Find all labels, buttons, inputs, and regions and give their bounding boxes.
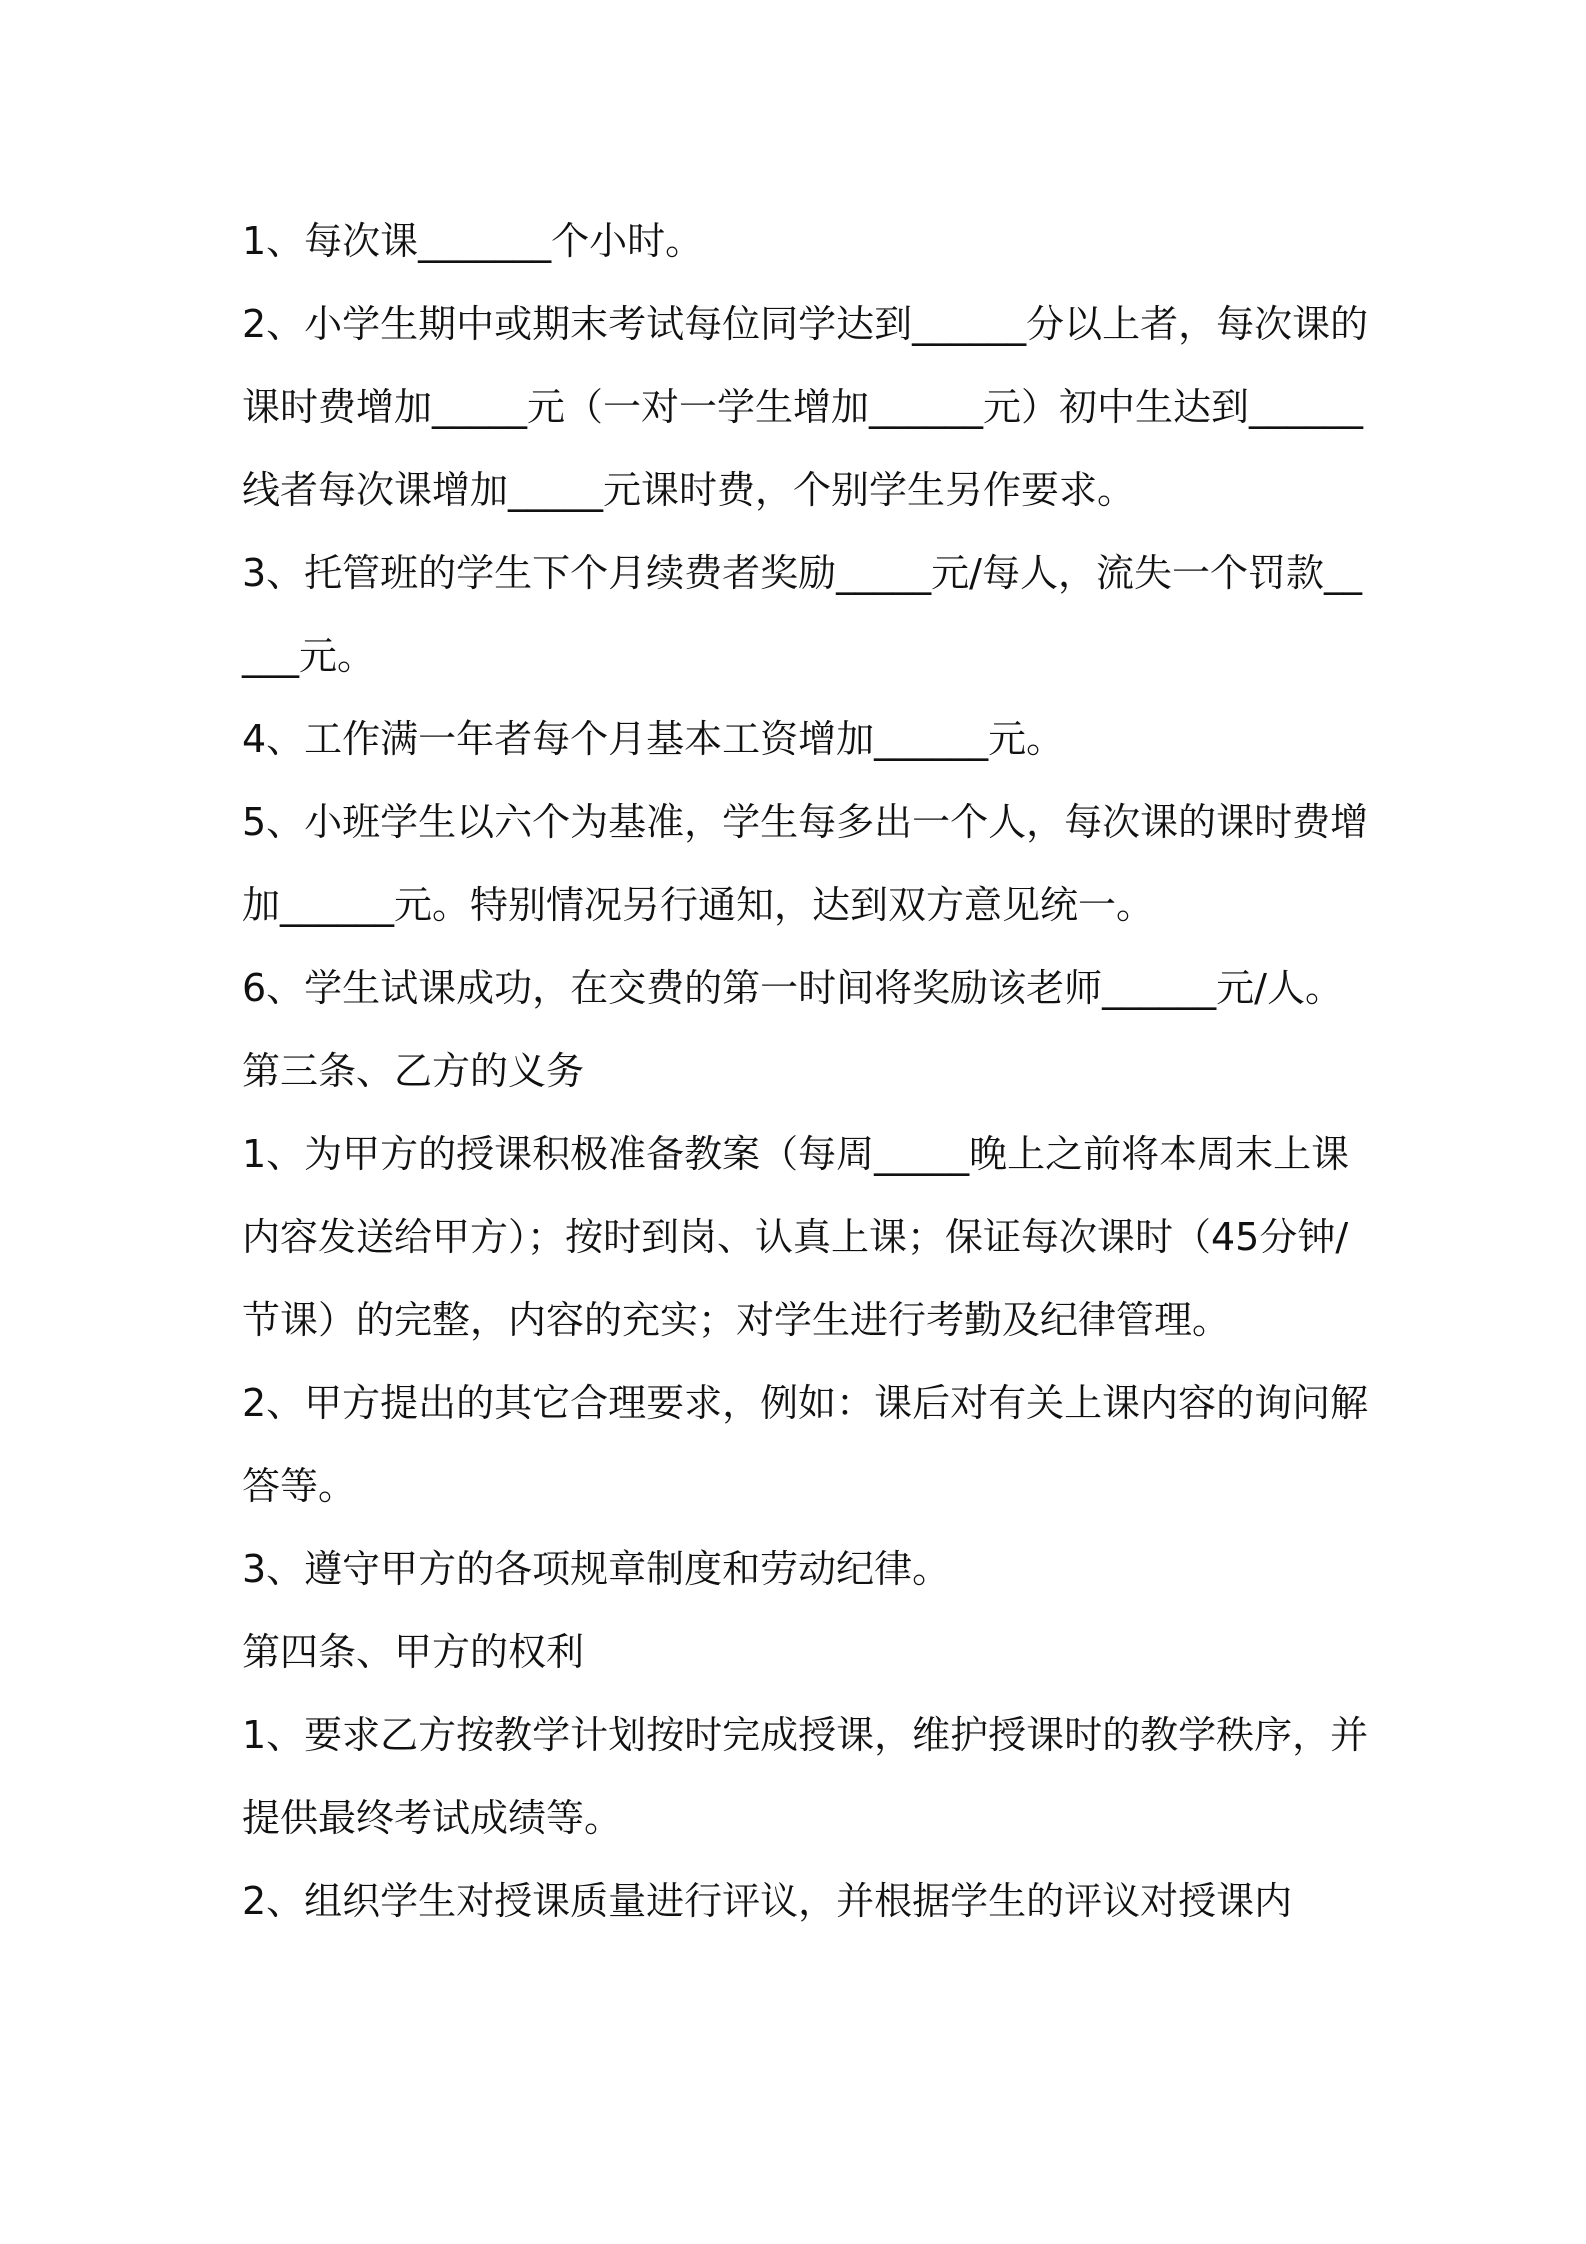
section-heading-article-4: 第四条、甲方的权利 xyxy=(242,1630,585,1674)
paragraph-clause-1: 1、每次课_______个小时。 xyxy=(242,219,704,263)
document-body xyxy=(242,200,1372,1943)
paragraph-duty-1: 1、为甲方的授课积极准备教案（每周_____晚上之前将本周末上课内容发送给甲方）；按时到岗、认真上课；保证每次课时（45分钟/节课）的完整，内容的充实；对学生进行考勤及纪律管理。 xyxy=(242,1132,1350,1342)
paragraph-clause-2: 2、小学生期中或期末考试每位同学达到______分以上者，每次课的课时费增加_____元（一对一学生增加______元）初中生达到______线者每次课增加_____元课时费，个别学生另作要求。 xyxy=(242,302,1369,512)
paragraph-clause-5: 5、小班学生以六个为基准，学生每多出一个人，每次课的课时费增加______元。特别情况另行通知，达到双方意见统一。 xyxy=(242,800,1369,927)
paragraph-duty-2: 2、甲方提出的其它合理要求，例如：课后对有关上课内容的询问解答等。 xyxy=(242,1381,1369,1508)
paragraph-duty-3: 3、遵守甲方的各项规章制度和劳动纪律。 xyxy=(242,1547,951,1591)
section-heading-article-3: 第三条、乙方的义务 xyxy=(242,1049,585,1093)
paragraph-clause-6: 6、学生试课成功，在交费的第一时间将奖励该老师______元/人。 xyxy=(242,966,1343,1010)
paragraph-clause-4: 4、工作满一年者每个月基本工资增加______元。 xyxy=(242,717,1065,761)
paragraph-right-1: 1、要求乙方按教学计划按时完成授课，维护授课时的教学秩序，并提供最终考试成绩等。 xyxy=(242,1713,1369,1840)
paragraph-clause-3: 3、托管班的学生下个月续费者奖励_____元/每人，流失一个罚款_____元。 xyxy=(242,551,1362,678)
paragraph-right-2: 2、组织学生对授课质量进行评议，并根据学生的评议对授课内 xyxy=(242,1879,1293,1923)
